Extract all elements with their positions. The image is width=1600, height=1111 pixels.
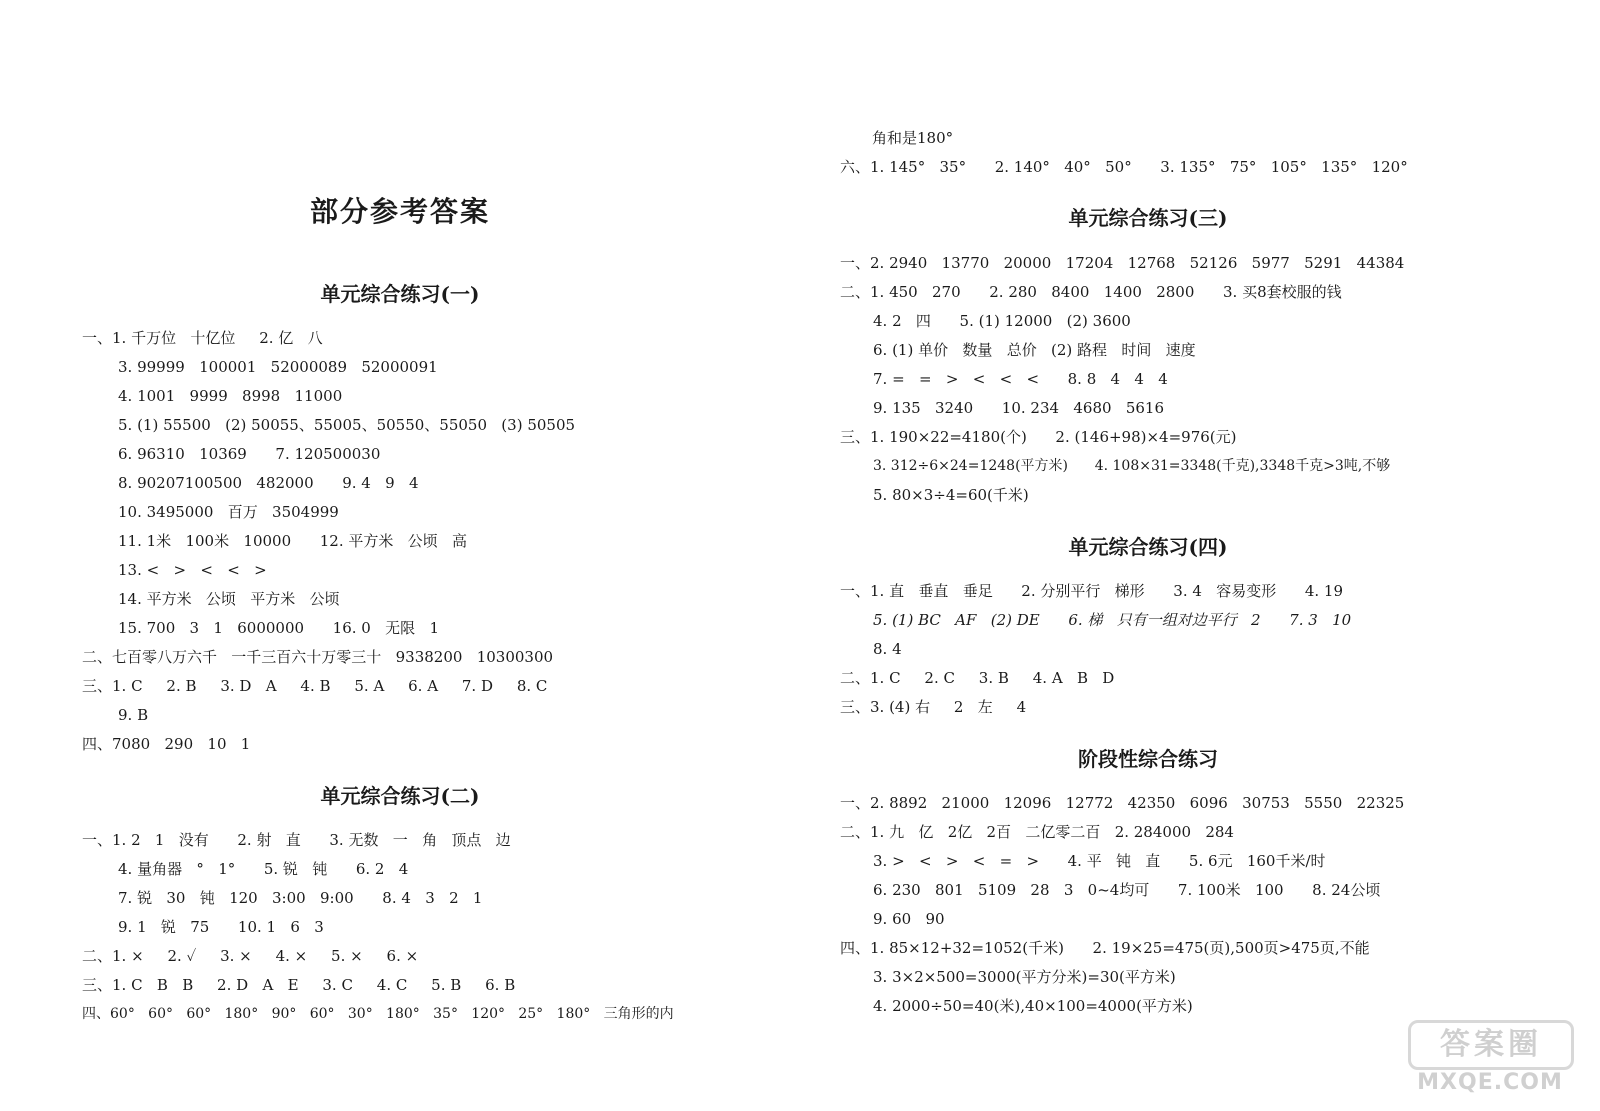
answer-line: 5. 80×3÷4=60(千米) [873,486,1029,504]
answer-line: 9. 135 3240 10. 234 4680 5616 [873,399,1165,417]
answer-line: 3. 3×2×500=3000(平方分米)=30(平方米) [873,968,1176,986]
answer-line: 3. 99999 100001 52000089 52000091 [118,358,438,376]
answer-line-continuation: 角和是180° [872,129,954,147]
answer-line: 四、7080 290 10 1 [82,735,251,753]
answer-line: 六、1. 145° 35° 2. 140° 40° 50° 3. 135° 75° 105° 135° 120° [840,158,1408,176]
answer-line: 3. 312÷6×24=1248(平方米) 4. 108×31=3348(千克),3348千克>3吨,不够 [873,458,1391,474]
answer-line: 二、1. 450 270 2. 280 8400 1400 2800 3. 买8套校服的钱 [840,283,1342,301]
answer-line: 三、1. C 2. B 3. D A 4. B 5. A 6. A 7. D 8. C [82,677,548,695]
answer-line: 5. (1) 55500 (2) 50055、55005、50550、55050 (3) 50505 [118,416,576,434]
answer-line: 7. = = > < < < 8. 8 4 4 4 [873,370,1168,388]
section-title-unit-3: 单元综合练习(三) [1068,206,1228,230]
answer-line: 三、3. (4) 右 2 左 4 [840,698,1027,716]
answer-line: 3. > < > < = > 4. 平 钝 直 5. 6元 160千米/时 [873,852,1326,870]
answer-line: 9. B [118,706,149,724]
answer-line: 5. (1) BC AF (2) DE 6. 梯 只有一组对边平行 2 7. 3 10 [873,611,1352,629]
answer-line: 一、2. 8892 21000 12096 12772 42350 6096 30753 5550 22325 [840,794,1405,812]
answer-line: 6. 96310 10369 7. 120500030 [118,445,381,463]
answer-line: 15. 700 3 1 6000000 16. 0 无限 1 [118,619,439,637]
answer-line: 4. 2 四 5. (1) 12000 (2) 3600 [873,312,1131,330]
answer-line: 4. 2000÷50=40(米),40×100=4000(平方米) [873,997,1193,1015]
answer-line: 13. < > < < > [118,561,267,579]
section-title-stage-review: 阶段性综合练习 [1078,747,1218,771]
answer-line: 4. 量角器 ° 1° 5. 锐 钝 6. 2 4 [118,860,409,878]
page-title: 部分参考答案 [309,195,490,228]
answer-line: 8. 4 [873,640,902,658]
answer-line: 4. 1001 9999 8998 11000 [118,387,343,405]
answer-line: 9. 60 90 [873,910,945,928]
answer-line: 二、七百零八万六千 一千三百六十万零三十 9338200 10300300 [82,648,554,666]
answer-line: 一、2. 2940 13770 20000 17204 12768 52126 5977 5291 44384 [840,254,1405,272]
answer-line: 二、1. 九 亿 2亿 2百 二亿零二百 2. 284000 284 [840,823,1234,841]
answer-line: 8. 90207100500 482000 9. 4 9 4 [118,474,419,492]
answer-line: 6. (1) 单价 数量 总价 (2) 路程 时间 速度 [873,341,1196,359]
answer-line: 9. 1 锐 75 10. 1 6 3 [118,918,324,936]
section-title-unit-2: 单元综合练习(二) [320,784,480,808]
watermark-logo-text: 答案圈 [1408,1020,1574,1070]
answer-line: 二、1. × 2. ✓ 3. × 4. × 5. × 6. × [82,947,419,965]
answer-line: 一、1. 2 1 没有 2. 射 直 3. 无数 一 角 顶点 边 [82,831,511,849]
answer-line: 二、1. C 2. C 3. B 4. A B D [840,669,1115,687]
answer-line: 四、1. 85×12+32=1052(千米) 2. 19×25=475(页),500页>475页,不能 [840,939,1370,957]
watermark-logo [1400,1020,1580,1100]
answer-line: 四、60° 60° 60° 180° 90° 60° 30° 180° 35° 120° 25° 180° 三角形的内 [82,1006,674,1022]
watermark-url: MXQE.COM [1417,1070,1563,1095]
section-title-unit-1: 单元综合练习(一) [320,282,480,306]
answer-line: 一、1. 直 垂直 垂足 2. 分别平行 梯形 3. 4 容易变形 4. 19 [840,582,1343,600]
answer-line: 14. 平方米 公顷 平方米 公顷 [118,590,340,608]
section-title-unit-4: 单元综合练习(四) [1068,535,1228,559]
answer-line: 一、1. 千万位 十亿位 2. 亿 八 [82,329,323,347]
answer-line: 6. 230 801 5109 28 3 0~4均可 7. 100米 100 8. 24公顷 [873,881,1381,899]
answer-line: 10. 3495000 百万 3504999 [118,503,339,521]
answer-line: 11. 1米 100米 10000 12. 平方米 公顷 高 [118,532,467,550]
answer-line: 三、1. 190×22=4180(个) 2. (146+98)×4=976(元) [840,428,1237,446]
answer-line: 三、1. C B B 2. D A E 3. C 4. C 5. B 6. B [82,976,516,994]
answer-line: 7. 锐 30 钝 120 3:00 9:00 8. 4 3 2 1 [118,889,483,907]
